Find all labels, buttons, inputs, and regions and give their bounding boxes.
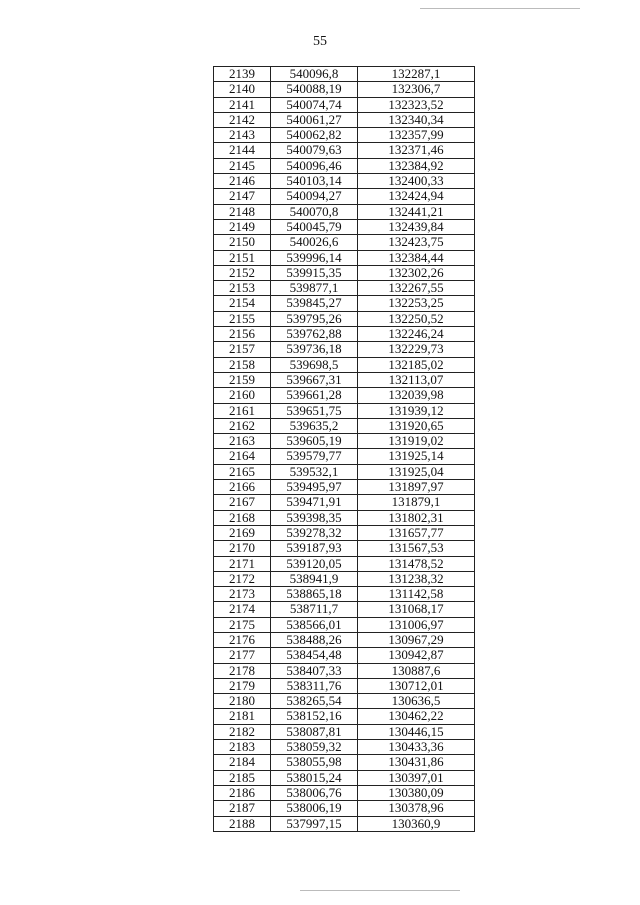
point-number-cell: 2149 [214,219,271,234]
x-coordinate-cell: 538015,24 [271,770,358,785]
x-coordinate-cell: 538059,32 [271,740,358,755]
table-row [214,174,475,189]
table-row [214,648,475,663]
y-coordinate-cell: 132185,02 [358,357,475,372]
table-row [214,97,475,112]
y-coordinate-cell: 131802,31 [358,510,475,525]
table-row [214,143,475,158]
x-coordinate-cell: 539795,26 [271,311,358,326]
point-number-cell: 2159 [214,372,271,387]
x-coordinate-cell: 540045,79 [271,219,358,234]
point-number-cell: 2176 [214,632,271,647]
point-number-cell: 2187 [214,801,271,816]
x-coordinate-cell: 540079,63 [271,143,358,158]
table-row [214,587,475,602]
point-number-cell: 2177 [214,648,271,663]
x-coordinate-cell: 539915,35 [271,265,358,280]
y-coordinate-cell: 130462,22 [358,709,475,724]
x-coordinate-cell: 539651,75 [271,403,358,418]
x-coordinate-cell: 538454,48 [271,648,358,663]
x-coordinate-cell: 538006,19 [271,801,358,816]
y-coordinate-cell: 132039,98 [358,388,475,403]
y-coordinate-cell: 131919,02 [358,434,475,449]
table-row [214,663,475,678]
table-row [214,556,475,571]
point-number-cell: 2172 [214,571,271,586]
x-coordinate-cell: 538941,9 [271,571,358,586]
point-number-cell: 2146 [214,174,271,189]
y-coordinate-cell: 132371,46 [358,143,475,158]
x-coordinate-cell: 540096,8 [271,67,358,82]
y-coordinate-cell: 130360,9 [358,816,475,831]
page-number: 55 [313,34,327,49]
table-row [214,281,475,296]
x-coordinate-cell: 538311,76 [271,678,358,693]
y-coordinate-cell: 130397,01 [358,770,475,785]
x-coordinate-cell: 539762,88 [271,327,358,342]
table-row [214,464,475,479]
table-row [214,495,475,510]
y-coordinate-cell: 131920,65 [358,418,475,433]
y-coordinate-cell: 131567,53 [358,541,475,556]
table-row [214,403,475,418]
x-coordinate-cell: 540061,27 [271,112,358,127]
table-row [214,327,475,342]
point-number-cell: 2148 [214,204,271,219]
point-number-cell: 2166 [214,480,271,495]
table-row [214,189,475,204]
table-row [214,357,475,372]
table-row [214,418,475,433]
table-row [214,510,475,525]
x-coordinate-cell: 539579,77 [271,449,358,464]
point-number-cell: 2151 [214,250,271,265]
table-row [214,265,475,280]
y-coordinate-cell: 131939,12 [358,403,475,418]
point-number-cell: 2140 [214,82,271,97]
point-number-cell: 2165 [214,464,271,479]
x-coordinate-cell: 539605,19 [271,434,358,449]
table-row [214,541,475,556]
y-coordinate-cell: 131238,32 [358,571,475,586]
x-coordinate-cell: 539845,27 [271,296,358,311]
y-coordinate-cell: 130967,29 [358,632,475,647]
x-coordinate-cell: 540088,19 [271,82,358,97]
point-number-cell: 2160 [214,388,271,403]
y-coordinate-cell: 132229,73 [358,342,475,357]
point-number-cell: 2175 [214,617,271,632]
point-number-cell: 2182 [214,724,271,739]
x-coordinate-cell: 540062,82 [271,128,358,143]
x-coordinate-cell: 539398,35 [271,510,358,525]
table-row [214,128,475,143]
point-number-cell: 2150 [214,235,271,250]
point-number-cell: 2143 [214,128,271,143]
table-row [214,632,475,647]
point-number-cell: 2174 [214,602,271,617]
y-coordinate-cell: 131006,97 [358,617,475,632]
x-coordinate-cell: 538488,26 [271,632,358,647]
table-row [214,112,475,127]
x-coordinate-cell: 539667,31 [271,372,358,387]
y-coordinate-cell: 132384,44 [358,250,475,265]
point-number-cell: 2139 [214,67,271,82]
y-coordinate-cell: 130636,5 [358,694,475,709]
table-row [214,602,475,617]
y-coordinate-cell: 131925,04 [358,464,475,479]
point-number-cell: 2147 [214,189,271,204]
table-row [214,694,475,709]
y-coordinate-cell: 132250,52 [358,311,475,326]
y-coordinate-cell: 130433,36 [358,740,475,755]
x-coordinate-cell: 539736,18 [271,342,358,357]
table-row [214,449,475,464]
point-number-cell: 2168 [214,510,271,525]
table-row [214,204,475,219]
point-number-cell: 2162 [214,418,271,433]
y-coordinate-cell: 131897,97 [358,480,475,495]
table-row [214,434,475,449]
x-coordinate-cell: 538407,33 [271,663,358,678]
table-row [214,785,475,800]
table-row [214,755,475,770]
x-coordinate-cell: 538865,18 [271,587,358,602]
table-row [214,219,475,234]
point-number-cell: 2185 [214,770,271,785]
x-coordinate-cell: 539877,1 [271,281,358,296]
point-number-cell: 2183 [214,740,271,755]
y-coordinate-cell: 132340,34 [358,112,475,127]
point-number-cell: 2181 [214,709,271,724]
table-row [214,67,475,82]
table-row [214,724,475,739]
scan-edge-line-top [420,8,580,9]
point-number-cell: 2164 [214,449,271,464]
x-coordinate-cell: 538711,7 [271,602,358,617]
table-row [214,158,475,173]
x-coordinate-cell: 539661,28 [271,388,358,403]
table-row [214,311,475,326]
table-row [214,388,475,403]
point-number-cell: 2171 [214,556,271,571]
point-number-cell: 2157 [214,342,271,357]
y-coordinate-cell: 132246,24 [358,327,475,342]
y-coordinate-cell: 132357,99 [358,128,475,143]
y-coordinate-cell: 130712,01 [358,678,475,693]
y-coordinate-cell: 130431,86 [358,755,475,770]
y-coordinate-cell: 132423,75 [358,235,475,250]
point-number-cell: 2158 [214,357,271,372]
point-number-cell: 2144 [214,143,271,158]
y-coordinate-cell: 131068,17 [358,602,475,617]
y-coordinate-cell: 130380,09 [358,785,475,800]
table-row [214,617,475,632]
x-coordinate-cell: 539635,2 [271,418,358,433]
coordinates-table-body [214,67,475,832]
table-row [214,342,475,357]
y-coordinate-cell: 132323,52 [358,97,475,112]
x-coordinate-cell: 538152,16 [271,709,358,724]
point-number-cell: 2178 [214,663,271,678]
y-coordinate-cell: 132287,1 [358,67,475,82]
table-row [214,709,475,724]
table-row [214,801,475,816]
x-coordinate-cell: 538087,81 [271,724,358,739]
y-coordinate-cell: 132439,84 [358,219,475,234]
scan-edge-line-bottom [300,890,460,891]
x-coordinate-cell: 539187,93 [271,541,358,556]
point-number-cell: 2170 [214,541,271,556]
point-number-cell: 2188 [214,816,271,831]
x-coordinate-cell: 539471,91 [271,495,358,510]
point-number-cell: 2155 [214,311,271,326]
point-number-cell: 2154 [214,296,271,311]
point-number-cell: 2186 [214,785,271,800]
y-coordinate-cell: 130378,96 [358,801,475,816]
table-row [214,571,475,586]
y-coordinate-cell: 130942,87 [358,648,475,663]
x-coordinate-cell: 539532,1 [271,464,358,479]
y-coordinate-cell: 132441,21 [358,204,475,219]
x-coordinate-cell: 540096,46 [271,158,358,173]
table-row [214,250,475,265]
y-coordinate-cell: 132253,25 [358,296,475,311]
table-row [214,816,475,831]
point-number-cell: 2142 [214,112,271,127]
point-number-cell: 2179 [214,678,271,693]
point-number-cell: 2167 [214,495,271,510]
point-number-cell: 2152 [214,265,271,280]
x-coordinate-cell: 540103,14 [271,174,358,189]
x-coordinate-cell: 540026,6 [271,235,358,250]
y-coordinate-cell: 131142,58 [358,587,475,602]
point-number-cell: 2184 [214,755,271,770]
point-number-cell: 2163 [214,434,271,449]
x-coordinate-cell: 539278,32 [271,525,358,540]
table-row [214,480,475,495]
table-row [214,372,475,387]
point-number-cell: 2169 [214,525,271,540]
table-row [214,740,475,755]
y-coordinate-cell: 131925,14 [358,449,475,464]
y-coordinate-cell: 131478,52 [358,556,475,571]
x-coordinate-cell: 540094,27 [271,189,358,204]
y-coordinate-cell: 132384,92 [358,158,475,173]
point-number-cell: 2145 [214,158,271,173]
table-row [214,296,475,311]
x-coordinate-cell: 538055,98 [271,755,358,770]
x-coordinate-cell: 540070,8 [271,204,358,219]
x-coordinate-cell: 540074,74 [271,97,358,112]
table-row [214,678,475,693]
y-coordinate-cell: 132302,26 [358,265,475,280]
point-number-cell: 2161 [214,403,271,418]
coordinates-table [213,66,475,832]
x-coordinate-cell: 539996,14 [271,250,358,265]
table-row [214,770,475,785]
x-coordinate-cell: 539698,5 [271,357,358,372]
y-coordinate-cell: 131657,77 [358,525,475,540]
y-coordinate-cell: 130887,6 [358,663,475,678]
x-coordinate-cell: 539120,05 [271,556,358,571]
y-coordinate-cell: 132400,33 [358,174,475,189]
table-row [214,525,475,540]
y-coordinate-cell: 132113,07 [358,372,475,387]
x-coordinate-cell: 538265,54 [271,694,358,709]
y-coordinate-cell: 132306,7 [358,82,475,97]
point-number-cell: 2173 [214,587,271,602]
x-coordinate-cell: 538006,76 [271,785,358,800]
point-number-cell: 2180 [214,694,271,709]
x-coordinate-cell: 537997,15 [271,816,358,831]
y-coordinate-cell: 132267,55 [358,281,475,296]
x-coordinate-cell: 539495,97 [271,480,358,495]
point-number-cell: 2156 [214,327,271,342]
y-coordinate-cell: 130446,15 [358,724,475,739]
y-coordinate-cell: 131879,1 [358,495,475,510]
x-coordinate-cell: 538566,01 [271,617,358,632]
table-row [214,235,475,250]
point-number-cell: 2153 [214,281,271,296]
y-coordinate-cell: 132424,94 [358,189,475,204]
point-number-cell: 2141 [214,97,271,112]
table-row [214,82,475,97]
